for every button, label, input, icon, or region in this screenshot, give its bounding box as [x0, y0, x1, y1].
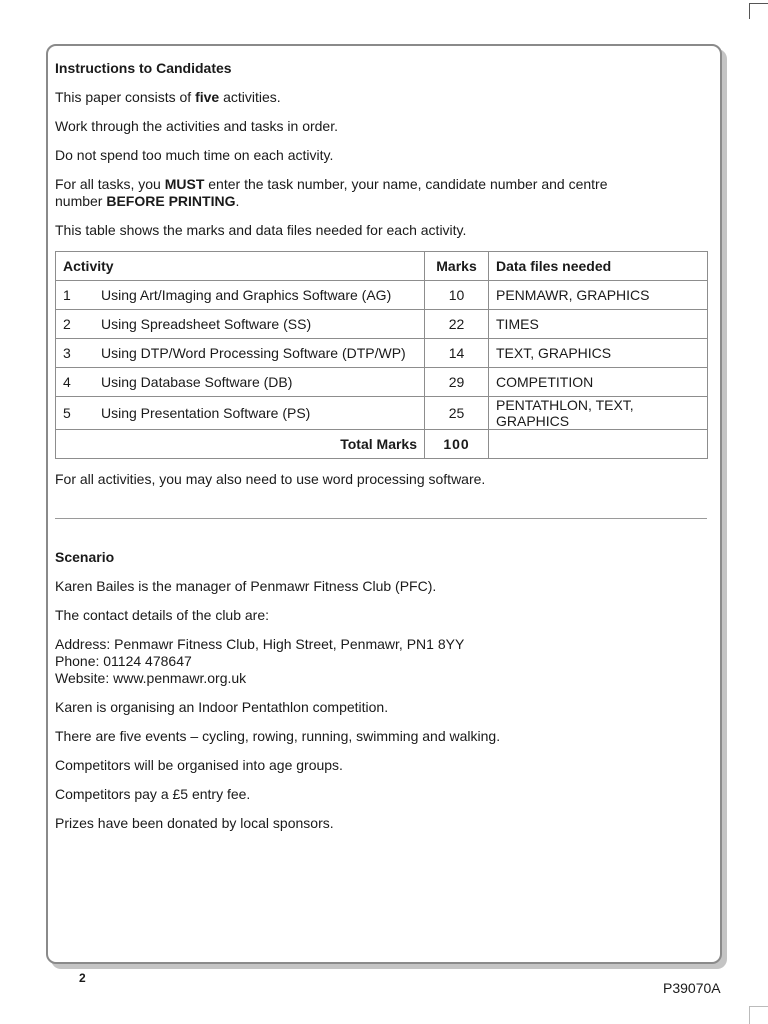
activity-number: 1 [63, 287, 71, 303]
table-row [56, 368, 708, 397]
instructions-heading: Instructions to Candidates [55, 60, 232, 76]
instruction-line-time: Do not spend too much time on each activity. [55, 147, 334, 163]
marks-cell: 25 [425, 397, 489, 430]
scenario-heading: Scenario [55, 549, 115, 565]
scenario-text: Competitors will be organised into age groups. [55, 757, 343, 773]
marks-table [55, 251, 708, 459]
crop-mark [749, 1006, 750, 1024]
header-data-files: Data files needed [489, 252, 708, 281]
crop-mark [749, 1006, 768, 1007]
total-marks-value: 100 [425, 430, 489, 459]
activity-cell [56, 339, 425, 368]
contact-phone: Phone: 01124 478647 [55, 653, 192, 669]
contact-address: Address: Penmawr Fitness Club, High Street, Penmawr, PN1 8YY [55, 636, 465, 652]
frame-content [55, 60, 707, 832]
activity-number: 5 [63, 405, 71, 421]
instruction-line-activities: This paper consists of five activities. [55, 89, 281, 105]
header-marks: Marks [425, 252, 489, 281]
contact-website: Website: www.penmawr.org.uk [55, 670, 247, 686]
activity-cell [56, 281, 425, 310]
table-row [56, 339, 708, 368]
activity-number: 2 [63, 316, 71, 332]
paper-code: P39070A [663, 980, 721, 996]
scenario-text: The contact details of the club are: [55, 607, 270, 623]
section-divider [55, 518, 707, 519]
files-cell: TIMES [489, 310, 708, 339]
marks-cell: 10 [425, 281, 489, 310]
activity-name: Using Database Software (DB) [101, 374, 293, 390]
scenario-text: Competitors pay a £5 entry fee. [55, 786, 251, 802]
page-number: 2 [79, 971, 86, 985]
crop-mark [749, 3, 750, 19]
table-row [56, 397, 708, 430]
header-activity: Activity [56, 252, 425, 281]
total-empty-cell [489, 430, 708, 459]
table-row [56, 281, 708, 310]
marks-cell: 14 [425, 339, 489, 368]
activity-number: 4 [63, 374, 71, 390]
activity-cell [56, 368, 425, 397]
crop-mark [749, 3, 768, 4]
instruction-line-printing: For all tasks, you MUST enter the task number, your name, candidate number and centre number BEFORE PRINTING. [55, 176, 608, 209]
word-processing-note: For all activities, you may also need to use word processing software. [55, 471, 486, 487]
instruction-line-table-intro: This table shows the marks and data files needed for each activity. [55, 222, 467, 238]
scenario-text: Prizes have been donated by local sponsors. [55, 815, 334, 831]
activity-name: Using Presentation Software (PS) [101, 405, 311, 421]
activity-name: Using Spreadsheet Software (SS) [101, 316, 312, 332]
scenario-text: Karen Bailes is the manager of Penmawr Fitness Club (PFC). [55, 578, 437, 594]
marks-cell: 22 [425, 310, 489, 339]
activity-name: Using DTP/Word Processing Software (DTP/WP) [101, 345, 406, 361]
activity-cell [56, 397, 425, 430]
total-marks-label: Total Marks [56, 430, 425, 459]
scenario-text: Karen is organising an Indoor Pentathlon competition. [55, 699, 389, 715]
marks-cell: 29 [425, 368, 489, 397]
files-cell: TEXT, GRAPHICS [489, 339, 708, 368]
instruction-line-order: Work through the activities and tasks in order. [55, 118, 338, 134]
total-row [56, 430, 708, 459]
files-cell: PENMAWR, GRAPHICS [489, 281, 708, 310]
files-cell: COMPETITION [489, 368, 708, 397]
table-row [56, 310, 708, 339]
activity-cell [56, 310, 425, 339]
files-cell: PENTATHLON, TEXT, GRAPHICS [489, 397, 708, 430]
instructions-frame [46, 44, 722, 964]
scenario-text: There are five events – cycling, rowing, running, swimming and walking. [55, 728, 501, 744]
activity-number: 3 [63, 345, 71, 361]
activity-name: Using Art/Imaging and Graphics Software (AG) [101, 287, 392, 303]
table-header-row [56, 252, 708, 281]
